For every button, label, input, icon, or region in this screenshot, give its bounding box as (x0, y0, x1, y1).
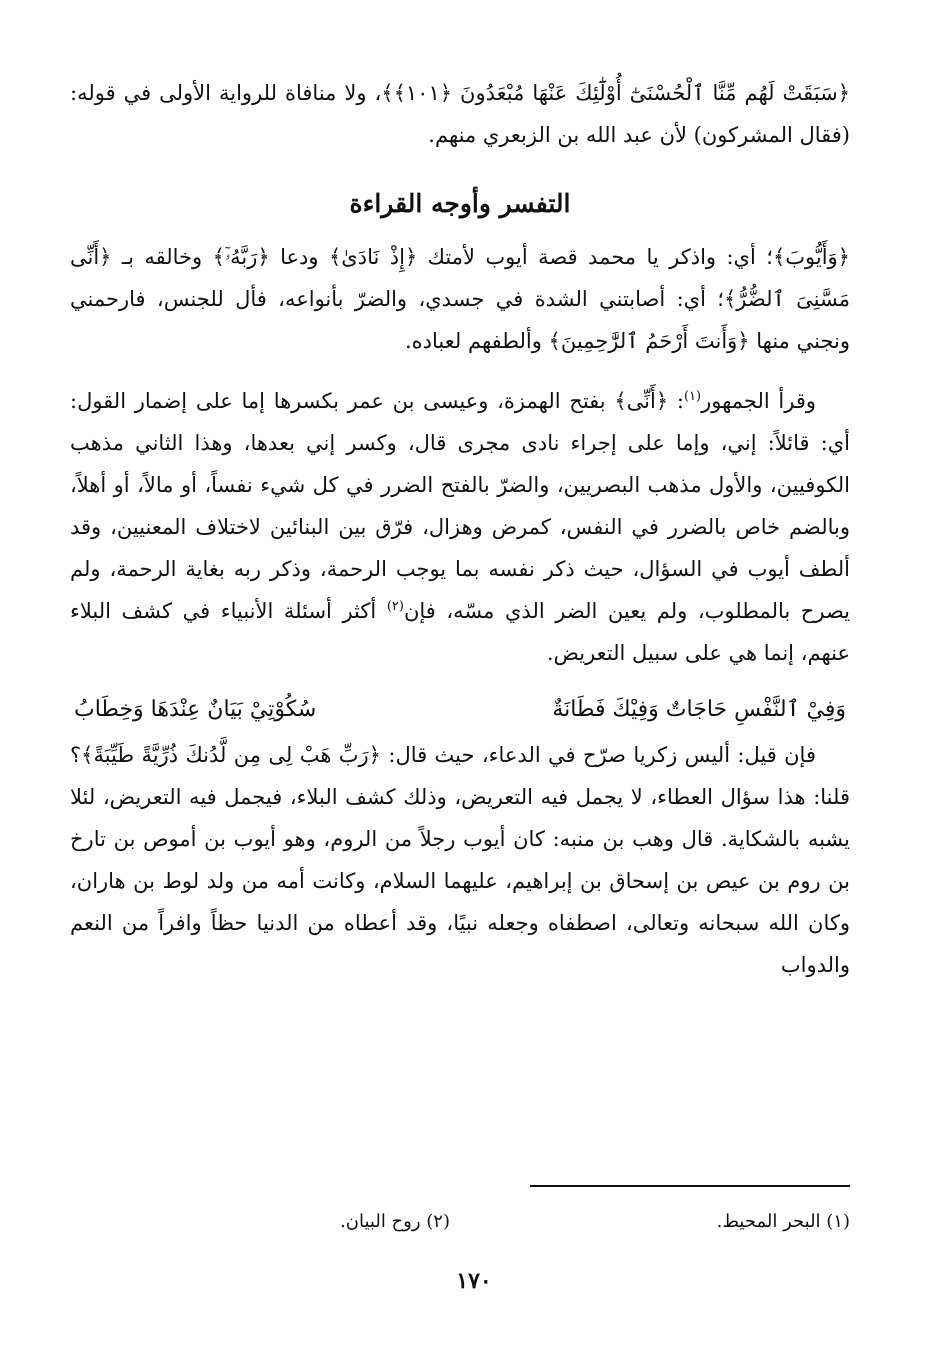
paragraph-gap (70, 362, 850, 380)
readings-text-end: أكثر أسئلة الأنبياء في كشف البلاء عنهم، إنما هي على سبيل التعريض. (70, 599, 850, 665)
footnote-2: (٢) روح البيان. (340, 1211, 450, 1232)
intro-paragraph: ﴿سَبَقَتْ لَهُم مِّنَّا ٱلْحُسْنَىٰٓ أُوْلَٰٓئِكَ عَنْهَا مُبْعَدُونَ ﴿١٠١﴾﴾، ولا منافاة للرواية الأولى في قوله: (فقال المشركون) لأن عبد الله بن الزبعري منهم. (70, 81, 850, 147)
footnote-ref-2: (٢) (386, 599, 404, 614)
page-number: ١٧٠ (456, 1268, 492, 1294)
poetry-verse (70, 688, 850, 732)
readings-paragraph (70, 380, 850, 674)
footnote-1: (١) البحر المحيط. (716, 1211, 850, 1232)
verse-second-half: سُكُوْتِيْ بَيَانٌ عِنْدَهَا وَخِطَابُ (74, 697, 317, 722)
tafsir-paragraph: ﴿وَأَيُّوبَ﴾؛ أي: واذكر يا محمد قصة أيوب لأمتك ﴿إِذْ نَادَىٰ﴾ ودعا ﴿رَبَّهُۥٓ﴾ وخالقه بـ ﴿أَنِّى مَسَّنِىَ ٱلضُّرُّ﴾؛ أي: أصابتني الشدة في جسدي، والضرّ بأنواعه، فأل للجنس، فارحمني ونجني منها ﴿وَأَنتَ أَرْحَمُ ٱلرَّٰحِمِينَ﴾ وألطفهم لعباده. (70, 245, 850, 353)
readings-text-start: وقرأ الجمهور (701, 389, 817, 413)
footnote-ref-1: (١) (683, 389, 702, 404)
page-body (70, 62, 850, 986)
verse-first-half: وَفِيْ ٱلنَّفْسِ حَاجَاتٌ وَفِيْكَ فَطَانَةٌ (552, 697, 846, 722)
question-paragraph: فإن قيل: أليس زكريا صرّح في الدعاء، حيث قال: ﴿رَبِّ هَبْ لِى مِن لَّدُنكَ ذُرِّيَّةً طَيِّبَةً﴾؟ قلنا: هذا سؤال العطاء، لا يجمل فيه التعريض، وذلك كشف البلاء، فيجمل فيه التعريض، لئلا يشبه بالشكاية. قال وهب بن منبه: كان أيوب رجلاً من الروم، وهو أيوب بن أموص بن تارخ بن روم بن عيص بن إسحاق بن إبراهيم، عليهما السلام، وكانت أمه من ولد لوط بن هاران، وكان الله سبحانه وتعالى، اصطفاه وجعله نبيًا، وقد أعطاه من الدنيا حظاً وافراً من النعم والدواب (70, 743, 850, 977)
section-heading: التفسر وأوجه القراءة (349, 189, 571, 218)
footnote-divider (530, 1185, 850, 1187)
readings-text-middle: : ﴿أَنِّى﴾ بفتح الهمزة، وعيسى بن عمر بكسرها إما على إضمار القول: أي: قائلاً: إني، وإما على إجراء نادى مجرى قال، وكسر إني بعدها، وهذا الثاني مذهب الكوفيين، والأول مذهب البصريين، والضرّ بالفتح الضرر في كل شيء نفساً، أو مالاً، أو أهلاً، وبالضم خاص بالضرر في النفس، كمرض وهزال، فرّق بين البنائين لاختلاف المعنيين، وقد ألطف أيوب في السؤال، حيث ذكر نفسه بما يوجب الرحمة، وذكر ربه بغاية الرحمة، ولم يصرح بالمطلوب، ولم يعين الضر الذي مسّه، فإن (70, 389, 850, 623)
